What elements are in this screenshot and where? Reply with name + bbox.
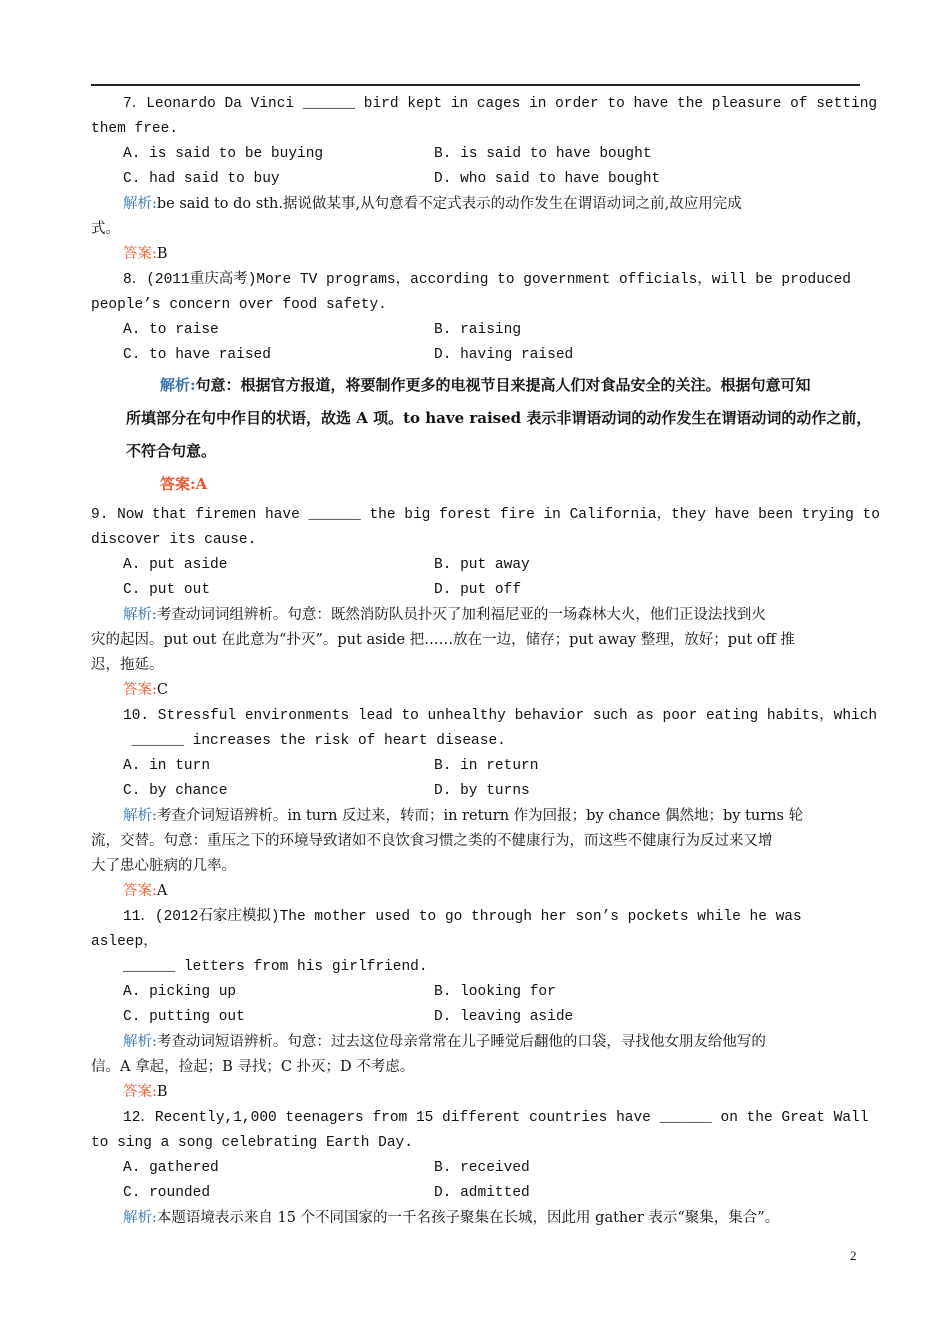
option-a: A. gathered bbox=[123, 1160, 219, 1176]
question-10-stem-cont: ______ increases the risk of heart disease. bbox=[123, 733, 506, 749]
explanation-cont: 灾的起因。put out 在此意为“扑灭”。put aside 把……放在一边，储存；put away 整理，放好；put off 推 bbox=[91, 632, 795, 648]
option-d: D. admitted bbox=[434, 1185, 530, 1201]
explanation-cont: 大了患心脏病的几率。 bbox=[91, 858, 236, 874]
explanation-cont: 式。 bbox=[91, 221, 120, 237]
answer bbox=[160, 474, 207, 494]
answer-value: A bbox=[156, 883, 168, 899]
option-b: B. received bbox=[434, 1160, 530, 1176]
answer bbox=[123, 1082, 168, 1102]
header-rule bbox=[91, 84, 860, 86]
explanation-label: 解析: bbox=[160, 376, 196, 394]
option-c: C. to have raised bbox=[123, 347, 271, 363]
explanation-cont: 迟，拖延。 bbox=[91, 657, 164, 673]
option-b: B. in return bbox=[434, 758, 539, 774]
answer bbox=[123, 881, 167, 901]
explanation-cont: 所填部分在句中作目的状语，故选 A 项。to have raised 表示非谓语动词的动作发生在谓语动词的动作之前， bbox=[126, 409, 872, 427]
answer-label: 答案: bbox=[123, 246, 157, 262]
option-c: C. had said to buy bbox=[123, 171, 280, 187]
option-a: A. in turn bbox=[123, 758, 211, 774]
answer-value: B bbox=[156, 1084, 168, 1100]
option-a: A. to raise bbox=[123, 322, 219, 338]
option-a: A. is said to be buying bbox=[123, 146, 324, 162]
explanation-label: 解析: bbox=[123, 196, 157, 212]
option-c: C. put out bbox=[123, 582, 211, 598]
explanation-cont: 不符合句意。 bbox=[126, 442, 217, 460]
explanation-label: 解析: bbox=[123, 1034, 157, 1050]
answer bbox=[123, 680, 168, 700]
explanation bbox=[123, 1208, 779, 1228]
option-d: D. put off bbox=[434, 582, 522, 598]
answer-value: A bbox=[195, 475, 208, 493]
option-b: B. raising bbox=[434, 322, 522, 338]
explanation-label: 解析: bbox=[123, 808, 157, 824]
question-9-stem-cont: discover its cause. bbox=[91, 532, 257, 548]
question-8-stem-cont: people’s concern over food safety. bbox=[91, 297, 387, 313]
option-c: C. putting out bbox=[123, 1009, 245, 1025]
answer-label: 答案: bbox=[160, 475, 196, 493]
question-11-stem-cont: asleep， bbox=[91, 934, 158, 950]
question-10-stem: 10. Stressful environments lead to unhealthy behavior such as poor eating habits，which bbox=[123, 708, 878, 724]
answer-value: B bbox=[156, 246, 168, 262]
option-b: B. looking for bbox=[434, 984, 556, 1000]
explanation-text: 句意：根据官方报道，将要制作更多的电视节目来提高人们对食品安全的关注。根据句意可知 bbox=[195, 376, 811, 394]
question-8-stem: 8．(2011重庆高考)More TV programs，according to government officials，will be produced bbox=[123, 272, 852, 288]
explanation bbox=[123, 605, 766, 625]
explanation-text: 本题语境表示来自 15 个不同国家的一千名孩子聚集在长城，因此用 gather 表示“聚集，集合”。 bbox=[156, 1210, 780, 1226]
answer bbox=[123, 244, 168, 264]
explanation-label: 解析: bbox=[123, 607, 157, 623]
page-number: 2 bbox=[850, 1248, 857, 1263]
option-c: C. rounded bbox=[123, 1185, 211, 1201]
option-b: B. is said to have bought bbox=[434, 146, 652, 162]
explanation-text: 考查动词词组辨析。句意：既然消防队员扑灭了加利福尼亚的一场森林大火，他们正设法找到火 bbox=[156, 607, 766, 623]
explanation-text: 考查介词短语辨析。in turn 反过来，转而；in return 作为回报；by chance 偶然地；by turns 轮 bbox=[156, 808, 804, 824]
option-d: D. leaving aside bbox=[434, 1009, 574, 1025]
option-d: D. who said to have bought bbox=[434, 171, 661, 187]
explanation-cont: 信。A 拿起，捡起；B 寻找；C 扑灭；D 不考虑。 bbox=[91, 1059, 415, 1075]
option-d: D. having raised bbox=[434, 347, 574, 363]
option-b: B. put away bbox=[434, 557, 530, 573]
question-11-stem: 11．(2012石家庄模拟)The mother used to go through her son’s pockets while he was bbox=[123, 909, 802, 925]
explanation-cont: 流，交替。句意：重压之下的环境导致诸如不良饮食习惯之类的不健康行为，而这些不健康行为反过来又增 bbox=[91, 833, 773, 849]
answer-label: 答案: bbox=[123, 682, 157, 698]
question-12-stem-cont: to sing a song celebrating Earth Day. bbox=[91, 1135, 413, 1151]
option-a: A. picking up bbox=[123, 984, 237, 1000]
question-9-stem: 9. Now that firemen have ______ the big forest fire in California，they have been trying to bbox=[91, 507, 880, 523]
answer-label: 答案: bbox=[123, 1084, 157, 1100]
question-7-stem: 7．Leonardo Da Vinci ______ bird kept in cages in order to have the pleasure of setting bbox=[123, 96, 878, 112]
answer-label: 答案: bbox=[123, 883, 157, 899]
question-11-stem-cont: ______ letters from his girlfriend. bbox=[123, 959, 428, 975]
question-12-stem: 12．Recently,1,000 teenagers from 15 different countries have ______ on the Great Wall bbox=[123, 1110, 869, 1126]
explanation bbox=[123, 1032, 766, 1052]
question-7-stem-cont: them free. bbox=[91, 121, 179, 137]
answer-value: C bbox=[156, 682, 168, 698]
explanation bbox=[160, 375, 811, 395]
option-d: D. by turns bbox=[434, 783, 530, 799]
explanation bbox=[123, 806, 803, 826]
explanation-text: 考查动词短语辨析。句意：过去这位母亲常常在儿子睡觉后翻他的口袋，寻找他女朋友给他写的 bbox=[156, 1034, 766, 1050]
explanation-label: 解析: bbox=[123, 1210, 157, 1226]
option-c: C. by chance bbox=[123, 783, 228, 799]
explanation-text: be said to do sth.据说做某事,从句意看不定式表示的动作发生在谓语动词之前,故应用完成 bbox=[156, 196, 742, 212]
explanation bbox=[123, 194, 742, 214]
option-a: A. put aside bbox=[123, 557, 228, 573]
